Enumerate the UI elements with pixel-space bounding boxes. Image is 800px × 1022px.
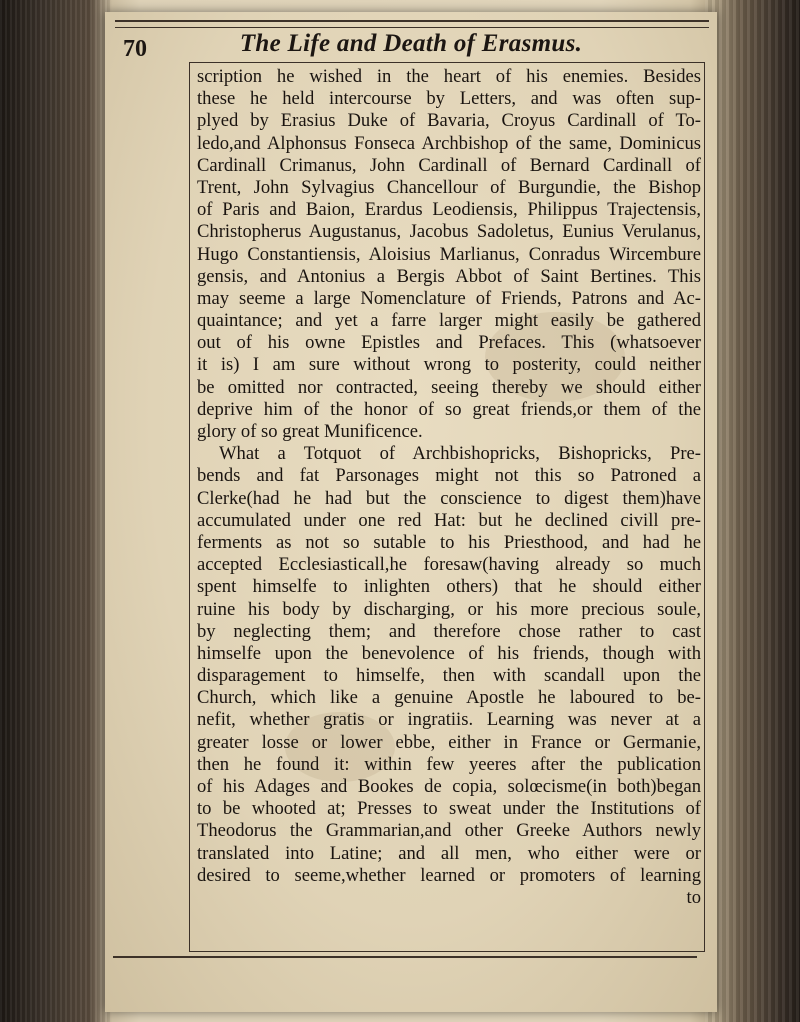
text-line: by neglecting them; and therefore chose rather to cast — [197, 620, 701, 642]
page-header — [105, 28, 717, 62]
body-text — [197, 66, 701, 909]
text-line: translated into Latine; and all men, who either were or — [197, 842, 701, 864]
text-line: to be whooted at; Presses to sweat under the Institutions of — [197, 798, 701, 820]
text-line: accepted Ecclesiasticall,he foresaw(having already so much — [197, 554, 701, 576]
catchword: to — [686, 886, 701, 908]
text-line: be omitted nor contracted, seeing thereby we should either — [197, 376, 701, 398]
text-line: Church, which like a genuine Apostle he laboured to be- — [197, 687, 701, 709]
text-line: spent himselfe to inlighten others) that he should either — [197, 576, 701, 598]
text-line: of his Adages and Bookes de copia, solœcisme(in both)began — [197, 776, 701, 797]
text-line: disparagement to himselfe, then with scandall upon the — [197, 665, 701, 687]
text-line: desired to seeme,whether learned or promoters of learning — [197, 864, 701, 886]
page-edges-right — [705, 0, 800, 1022]
text-line: quaintance; and yet a farre larger might easily be gathered — [197, 310, 701, 332]
text-line: of Paris and Baion, Erardus Leodiensis, Philippus Trajectensis, — [197, 199, 701, 221]
text-line: himselfe upon the benevolence of his friends, though with — [197, 642, 701, 664]
book-page — [105, 12, 717, 1012]
text-line: glory of so great Munificence. — [197, 421, 423, 442]
page-number: 70 — [123, 36, 147, 62]
page-edges-left — [0, 0, 110, 1022]
text-line: deprive him of the honor of so great friends,or them of the — [197, 398, 701, 420]
text-line: ledo,and Alphonsus Fonseca Archbishop of the same, Dominicus — [197, 132, 701, 154]
text-line: ruine his body by discharging, or his more precious soule, — [197, 598, 701, 620]
text-line: Trent, John Sylvagius Chancellour of Burgundie, the Bishop — [197, 176, 701, 198]
text-line: Clerke(had he had but the conscience to digest them)have — [197, 487, 701, 509]
text-line: nefit, whether gratis or ingratiis. Learning was never at a — [197, 709, 701, 731]
text-line: out of his owne Epistles and Prefaces. This (whatsoever — [197, 332, 701, 354]
bottom-rule — [113, 956, 697, 961]
text-line: plyed by Erasius Duke of Bavaria, Croyus Cardinall of To- — [197, 110, 701, 132]
top-rule — [115, 20, 709, 28]
text-line: then he found it: within few yeeres after the publication — [197, 753, 701, 775]
text-line: Hugo Constantiensis, Aloisius Marlianus, Conradus Wircembure — [197, 243, 701, 265]
text-line: gensis, and Antonius a Bergis Abbot of Saint Bertines. This — [197, 265, 701, 287]
text-line: ferments as not so sutable to his Priesthood, and had he — [197, 531, 701, 553]
running-head: The Life and Death of Erasmus. — [239, 30, 583, 57]
text-line: bends and fat Parsonages might not this so Patroned a — [197, 465, 701, 487]
text-line: Theodorus the Grammarian,and other Greeke Authors newly — [197, 820, 701, 842]
text-line: Cardinall Crimanus, John Cardinall of Bernard Cardinall of — [197, 154, 701, 176]
text-line: these he held intercourse by Letters, and was often sup- — [197, 88, 701, 110]
text-line: it is) I am sure without wrong to posterity, could neither — [197, 354, 701, 376]
text-line: scription he wished in the heart of his enemies. Besides — [197, 66, 701, 87]
text-line: accumulated under one red Hat: but he declined civill pre- — [197, 509, 701, 531]
text-line: Christopherus Augustanus, Jacobus Sadoletus, Eunius Verulanus, — [197, 221, 701, 243]
paragraph-start-line: What a Totquot of Archbishopricks, Bishopricks, Pre- — [219, 443, 701, 465]
text-line: greater losse or lower ebbe, either in France or Germanie, — [197, 731, 701, 753]
text-line: may seeme a large Nomenclature of Friends, Patrons and Ac- — [197, 287, 701, 309]
